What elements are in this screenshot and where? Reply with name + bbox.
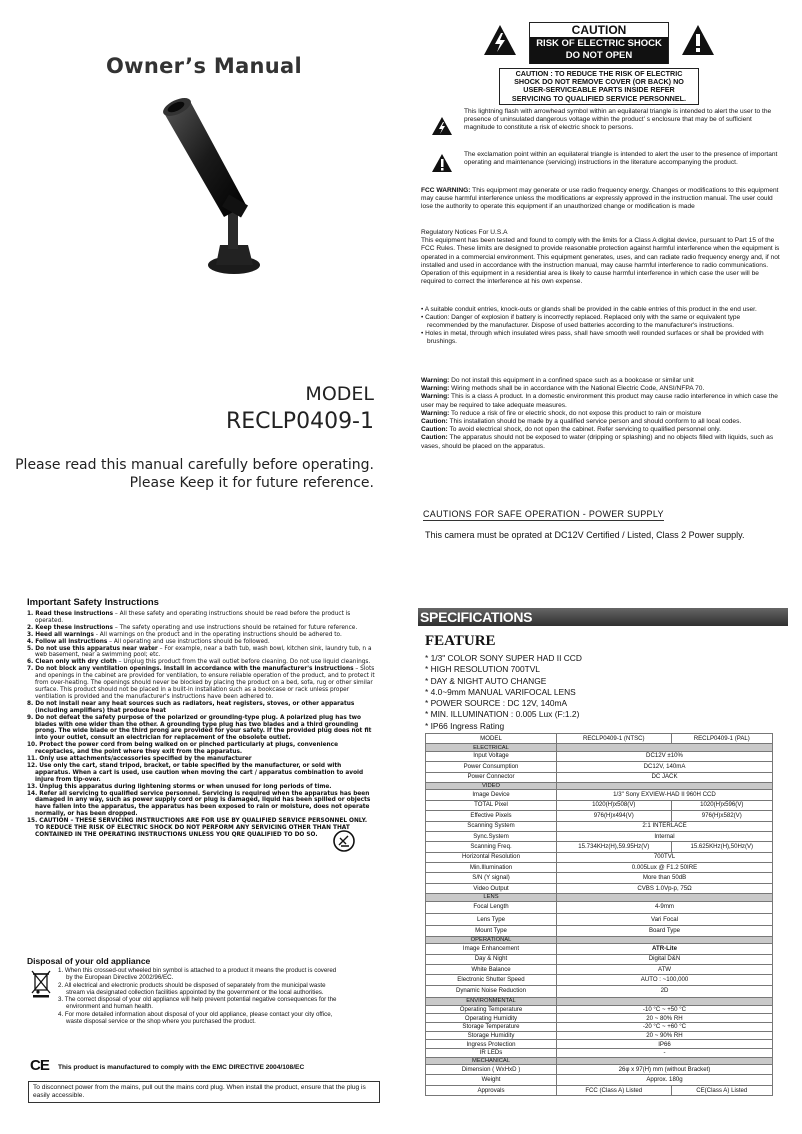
emc-statement: This product is manufactured to comply with the EMC DIRECTIVE 2004/108/EC (58, 1064, 305, 1071)
spec-value: FCC (Class A) Listed (557, 1085, 672, 1095)
spec-label: Horizontal Resolution (426, 852, 557, 862)
spec-section-header: LENS (426, 894, 773, 901)
spec-row (426, 751, 773, 761)
spec-value: 15.625KHz(H),50Hz(V) (671, 842, 772, 852)
spec-row (426, 944, 773, 954)
warning-item: Warning: This is a class A product. In a domestic environment this product may cause radio interference in which case the user may be required to take adequate measures. (421, 393, 778, 409)
model-label: MODEL (305, 383, 374, 405)
safety-item: 9. Do not defeat the safety purpose of the polarized or grounding-type plug. A polarized plug has two blades with one wider than the other. A grounding type plug has two blades and a third grounding prong. The wide blade or the third prong are provided for your safety. If the provided plug does not fit into your outlet, consult an electrician for replacement of the obsolete outlet. (27, 714, 372, 742)
feature-list (425, 653, 582, 732)
safety-panel (0, 567, 401, 1134)
spec-value: 15.734KHz(H),59.95Hz(V) (557, 842, 672, 852)
spec-value: 1020(H)x508(V) (557, 800, 672, 810)
spec-value: 20 ~ 80% RH (557, 1014, 773, 1023)
spec-value: 1020(H)x596(V) (671, 800, 772, 810)
spec-label: Scanning Freq. (426, 842, 557, 852)
spec-label: Power Consumption (426, 762, 557, 772)
feature-heading: FEATURE (425, 633, 496, 649)
safety-item: 2. Keep these instructions – The safety operating and use instructions should be retained for future reference. (27, 624, 358, 631)
disposal-item: 4. For more detailed information about disposal of your old appliance, please contact your city office, waste disposal service or the shop where you purchased the product. (58, 1010, 333, 1026)
spec-value: DC12V, 140mA (557, 762, 773, 772)
spec-table (425, 733, 773, 1096)
model-number: RECLP0409-1 (226, 409, 374, 434)
spec-label: Input Voltage (426, 751, 557, 761)
spec-label: Approvals (426, 1085, 557, 1095)
feature-item: * HIGH RESOLUTION 700TVL (425, 664, 540, 675)
safety-item: 10. Protect the power cord from being walked on or pinched particularly at plugs, convenience receptacles, and the point where they exit from the apparatus. (27, 742, 339, 756)
spec-label: Ingress Protection (426, 1040, 557, 1049)
cart-tip-over-icon (333, 830, 355, 852)
exclamation-warning-icon (681, 24, 715, 56)
spec-label: Power Connector (426, 772, 557, 782)
spec-value: IP66 (557, 1040, 773, 1049)
spec-value: Digital D&N (557, 954, 773, 964)
warning-item: Caution: To avoid electrical shock, do not open the cabinet. Refer servicing to qualified personnel only. (421, 426, 721, 434)
power-supply-heading: CAUTIONS FOR SAFE OPERATION - POWER SUPPLY (423, 509, 664, 519)
spec-row (426, 954, 773, 964)
spec-label: Day & Night (426, 954, 557, 964)
spec-row (426, 901, 773, 913)
spec-label: Weight (426, 1075, 557, 1085)
spec-value: CVBS 1.0Vp-p, 75Ω (557, 883, 773, 893)
safety-item: 8. Do not install near any heat sources such as radiators, heat registers, stoves, or other apparatus (including amplifiers) that produce heat (27, 700, 355, 714)
caution-panel (401, 0, 802, 567)
spec-value: More than 50dB (557, 873, 773, 883)
spec-value: Vari Focal (557, 914, 773, 926)
feature-item: * 4.0~9mm MANUAL VARIFOCAL LENS (425, 686, 576, 697)
spec-row (426, 985, 773, 997)
spec-row (426, 1048, 773, 1057)
spec-value: 976(H)x494(V) (557, 811, 672, 821)
spec-label: Dimension ( WxHxD ) (426, 1065, 557, 1075)
spec-label: Image Enhancement (426, 944, 557, 954)
lightning-warning-icon (483, 24, 517, 56)
spec-row (426, 926, 773, 936)
bullet-item: • A suitable conduit entries, knock-outs or glands shall be provided in the cable entries of this product in the end user. (421, 306, 757, 313)
spec-label: Storage Humidity (426, 1031, 557, 1040)
spec-value: 2D (557, 985, 773, 997)
spec-value: -10 °C ~ +50 °C (557, 1005, 773, 1014)
disposal-instructions (58, 967, 338, 1025)
spec-value: Board Type (557, 926, 773, 936)
spec-row (426, 1085, 773, 1095)
spec-row (426, 772, 773, 782)
power-supply-note: This camera must be oprated at DC12V Certified / Listed, Class 2 Power supply. (425, 530, 745, 540)
spec-label: Operating Humidity (426, 1014, 557, 1023)
spec-section-header: ENVIRONMENTAL (426, 998, 773, 1005)
spec-row (426, 790, 773, 800)
caution-label: CAUTION RISK OF ELECTRIC SHOCK DO NOT OPEN (529, 22, 669, 64)
spec-value: 26φ x 97(H) mm (without Bracket) (557, 1065, 773, 1075)
cover-panel (0, 0, 401, 567)
spec-label: Scanning System (426, 821, 557, 831)
spec-value: 20 ~ 90% RH (557, 1031, 773, 1040)
spec-value: 2:1 INTERLACE (557, 821, 773, 831)
crossed-bin-icon (30, 968, 52, 998)
spec-row (426, 831, 773, 841)
safety-item: 15. CAUTION – THESE SERVICING INSTRUCTIONS ARE FOR USE BY QUALIFIED SERVICE PERSONNEL ONLY. TO REDUCE THE RISK OF ELECTRIC SHOCK DO NOT PERFORM ANY SERVICING OTHER THAN THAT CONTAINED IN THE OPERATING INSTRUCTIONS UNLESS YOU QRE QUALIFIED TO DO SO. (27, 818, 368, 838)
spec-label: White Balance (426, 964, 557, 974)
spec-value: - (557, 1048, 773, 1057)
spec-label: Dynamic Noise Reduction (426, 985, 557, 997)
warning-item: Warning: To reduce a risk of fire or electric shock, do not expose this product to rain or moisture (421, 409, 702, 417)
spec-row (426, 852, 773, 862)
lightning-symbol-explanation: This lightning flash with arrowhead symbol within an equilateral triangle is intended to alert the user to the presence of uninsulated dangerous voltage within the product' s enclosure that may be of sufficient magnitude to constitute a risk of electric shock to persons. (431, 108, 781, 132)
safety-item: 11. Only use attachments/accessories specified by the manufacturer (27, 756, 252, 763)
spec-label: Storage Temperature (426, 1022, 557, 1031)
spec-label: Image Device (426, 790, 557, 800)
spec-label: Lens Type (426, 914, 557, 926)
spec-value: 0.005Lux @ F1.2 50IRE (557, 863, 773, 873)
spec-section-header: OPERATIONAL (426, 936, 773, 943)
spec-row (426, 914, 773, 926)
spec-row (426, 762, 773, 772)
camera-illustration (150, 95, 280, 285)
spec-section-header: ELECTRICAL (426, 744, 773, 751)
spec-value: 1/3" Sony EXVIEW-HAD II 960H CCD (557, 790, 773, 800)
spec-label: Effective Pixels (426, 811, 557, 821)
warning-item: Caution: The apparatus should not be exposed to water (dripping or splashing) and no objects filled with liquids, such as vases, should be placed on the apparatus. (421, 434, 774, 450)
warnings-list (421, 377, 781, 451)
spec-label: Electronic Shutter Speed (426, 975, 557, 985)
spec-label: Operating Temperature (426, 1005, 557, 1014)
spec-value: 700TVL (557, 852, 773, 862)
bullet-item: • Caution: Danger of explosion if battery is incorrectly replaced. Replaced only with the same or equivalent type recommended by the manufacturer. Dispose of used batteries according to the manufacturer's instructions. (421, 314, 741, 329)
spec-value: CE(Class A) Listed (671, 1085, 772, 1095)
lightning-triangle-icon (431, 116, 453, 136)
warning-item: Warning: Wiring methods shall be in accordance with the National Electric Code, ANSI/NFPA 70. (421, 385, 705, 393)
installation-bullets (421, 306, 781, 346)
spec-section-header: VIDEO (426, 782, 773, 789)
spec-value: DC12V ±10% (557, 751, 773, 761)
spec-value: 4-9mm (557, 901, 773, 913)
spec-label: Sync.System (426, 831, 557, 841)
exclamation-triangle-icon (431, 153, 453, 173)
safety-item: 5. Do not use this apparatus near water – For example, near a bath tub, wash bowl, kitchen sink, laundry tub, n a web basement, near a swimming pool; etc. (27, 645, 372, 659)
spec-row (426, 964, 773, 974)
spec-row (426, 1031, 773, 1040)
spec-row (426, 811, 773, 821)
safety-item: 6. Clean only with dry cloth – Unplug this product from the wall outlet before cleaning. Do not use liquid cleanings. (27, 659, 371, 666)
spec-label: S/N (Y signal) (426, 873, 557, 883)
spec-value: ATW (557, 964, 773, 974)
disposal-item: 2. All electrical and electronic products should be disposed of separately from the municipal waste stream via designated collection facilities appointed by the government or the local authorities. (58, 981, 326, 996)
fcc-warning: FCC WARNING: This equipment may generate or use radio frequency energy. Changes or modifications to this equipment may cause harmful interference unless the modifications ar expressly approved in the instruction manual. The user could lose the authority to operate this equipment if an unauthorized change or modification is made (421, 187, 779, 211)
spec-row (426, 863, 773, 873)
warning-item: Caution: This installation should be made by a qualified service person and should conform to all local codes. (421, 418, 742, 426)
feature-item: * MIN. ILLUMINATION : 0.005 Lux (F:1.2) (425, 709, 580, 720)
safety-item: 1. Read these instructions – All these safety and operating instructions should be read before the product is operated. (27, 611, 351, 624)
caution-notice: CAUTION : TO REDUCE THE RISK OF ELECTRIC SHOCK DO NOT REMOVE COVER (OR BACK) NO USER-SERVICEABLE PARTS INSIDE REFER SERVICING TO QUALIFIED SERVICE PERSONNEL. (499, 68, 699, 105)
warning-item: Warning: Do not install this equipment in a confined space such as a bookcase or similar unit (421, 377, 694, 384)
disposal-heading: Disposal of your old appliance (27, 956, 151, 966)
spec-label: IR LEDs (426, 1048, 557, 1057)
safety-item: 14. Refer all servicing to qualified service personnel. Servicing is required when the apparatus has been damaged in any way, such as power supply cord or plug is damaged, liquid has been spilled or objects have fallen into the apparatus, the apparatus has been exposed to rain or moisture, does not operate normally, or has been dropped. (27, 790, 371, 818)
spec-row (426, 1065, 773, 1075)
spec-row (426, 873, 773, 883)
disposal-item: 3. The correct disposal of your old appliance will help prevent potential negative consequences for the environment and human health. (58, 996, 337, 1011)
safety-item: 4. Follow all instructions – All operating and use instructions should be followed. (27, 638, 270, 645)
spec-value: -20 °C ~ +60 °C (557, 1022, 773, 1031)
spec-section-header: MECHANICAL (426, 1057, 773, 1064)
spec-row (426, 1040, 773, 1049)
keep-manual-note: Please Keep it for future reference. (129, 475, 374, 491)
safety-item: 12. Use only the cart, stand tripod, bracket, or table specified by the manufacturer, or sold with apparatus. When a cart is used, use caution when moving the cart / apparatus combination to avoid injure from tip-over. (27, 762, 364, 783)
specifications-panel (401, 567, 802, 1134)
disposal-item: 1. When this crossed-out wheeled bin symbol is attached to a product it means the product is covered by the European Directive 2002/96/EC. (58, 967, 337, 982)
spec-row (426, 842, 773, 852)
spec-value: ATR-Lite (557, 944, 773, 954)
feature-item: * POWER SOURCE : DC 12V, 140mA (425, 698, 568, 709)
safety-item: 7. Do not block any ventilation openings. Install in accordance with the manufacturer's instructions – Slots and openings in the cabinet are provided for ventilation, to ensure reliable operation of the product, and to protect it from over-heating. The openings should never be blocked by placing the product on a bed, sofa, rug or other similar surface. This product should not be placed in a built-in installation such as a bookcase or rack unless proper ventilation is provided and the manufacturer's instructions have been adhered to. (27, 666, 375, 700)
spec-value: DC JACK (557, 772, 773, 782)
spec-label: TOTAL Pixel (426, 800, 557, 810)
feature-item: * IP66 Ingress Rating (425, 720, 505, 731)
spec-label: Mount Type (426, 926, 557, 936)
ce-mark: CE (30, 1057, 49, 1074)
feature-item: * 1/3" COLOR SONY SUPER HAD II CCD (425, 653, 582, 663)
spec-row (426, 1075, 773, 1085)
spec-table-header: MODEL RECLP0409-1 (NTSC) RECLP0409-1 (PAL) (426, 734, 773, 744)
regulatory-notices: Regulatory Notices For U.S.A This equipment has been tested and found to comply with the limits for a Class A digital device, pursuant to Part 15 of the FCC Rules. These limits are designed to provide reasonable protection against harmful interference when the equipment is operated in a commercial environment. This equipment generates, uses, and can radiate radio frequency energy and, if not installed and used in accordance with the instruction manual, may cause harmful interference to radio communications. Operation of this equipment in a residential area is likely to cause harmful interference in which case the user will be required to correct the interference at his own expense. (421, 229, 780, 286)
spec-label: Video Output (426, 883, 557, 893)
spec-row (426, 883, 773, 893)
safety-item: 13. Unplug this apparatus during lightening storms or when unused for long periods of time. (27, 783, 332, 790)
spec-value: AUTO : ~100,000 (557, 975, 773, 985)
manual-title: Owner’s Manual (106, 54, 303, 78)
disconnect-note: To disconnect power from the mains, pull out the mains cord plug. When install the product, ensure that the plug is easily accessible. (28, 1081, 380, 1103)
safety-item: 3. Heed all warnings - All warnings on the product and in the operating instructions should be adhered to. (27, 631, 342, 638)
specifications-banner: SPECIFICATIONS (418, 608, 788, 626)
safety-instructions (27, 611, 377, 839)
spec-row (426, 821, 773, 831)
spec-label: Focal Length (426, 901, 557, 913)
spec-row (426, 800, 773, 810)
read-manual-note: Please read this manual carefully before operating. (15, 457, 374, 473)
spec-value: Approx. 180g (557, 1075, 773, 1085)
spec-row (426, 1005, 773, 1014)
feature-item: * DAY & NIGHT AUTO CHANGE (425, 675, 547, 686)
spec-label: Min.Illumination (426, 863, 557, 873)
spec-row (426, 975, 773, 985)
spec-value: 976(H)x582(V) (671, 811, 772, 821)
spec-row (426, 1014, 773, 1023)
spec-row (426, 1022, 773, 1031)
exclamation-symbol-explanation: The exclamation point within an equilateral triangle is intended to alert the user to the presence of important operating and maintenance (servicing) instructions in the literature accompanying the product. (431, 151, 781, 167)
spec-value: Internal (557, 831, 773, 841)
bullet-item: • Holes in metal, through which insulated wires pass, shall have smooth well rounded surfaces or shall be provided with brushings. (421, 330, 764, 345)
safety-heading: Important Safety Instructions (27, 597, 159, 608)
